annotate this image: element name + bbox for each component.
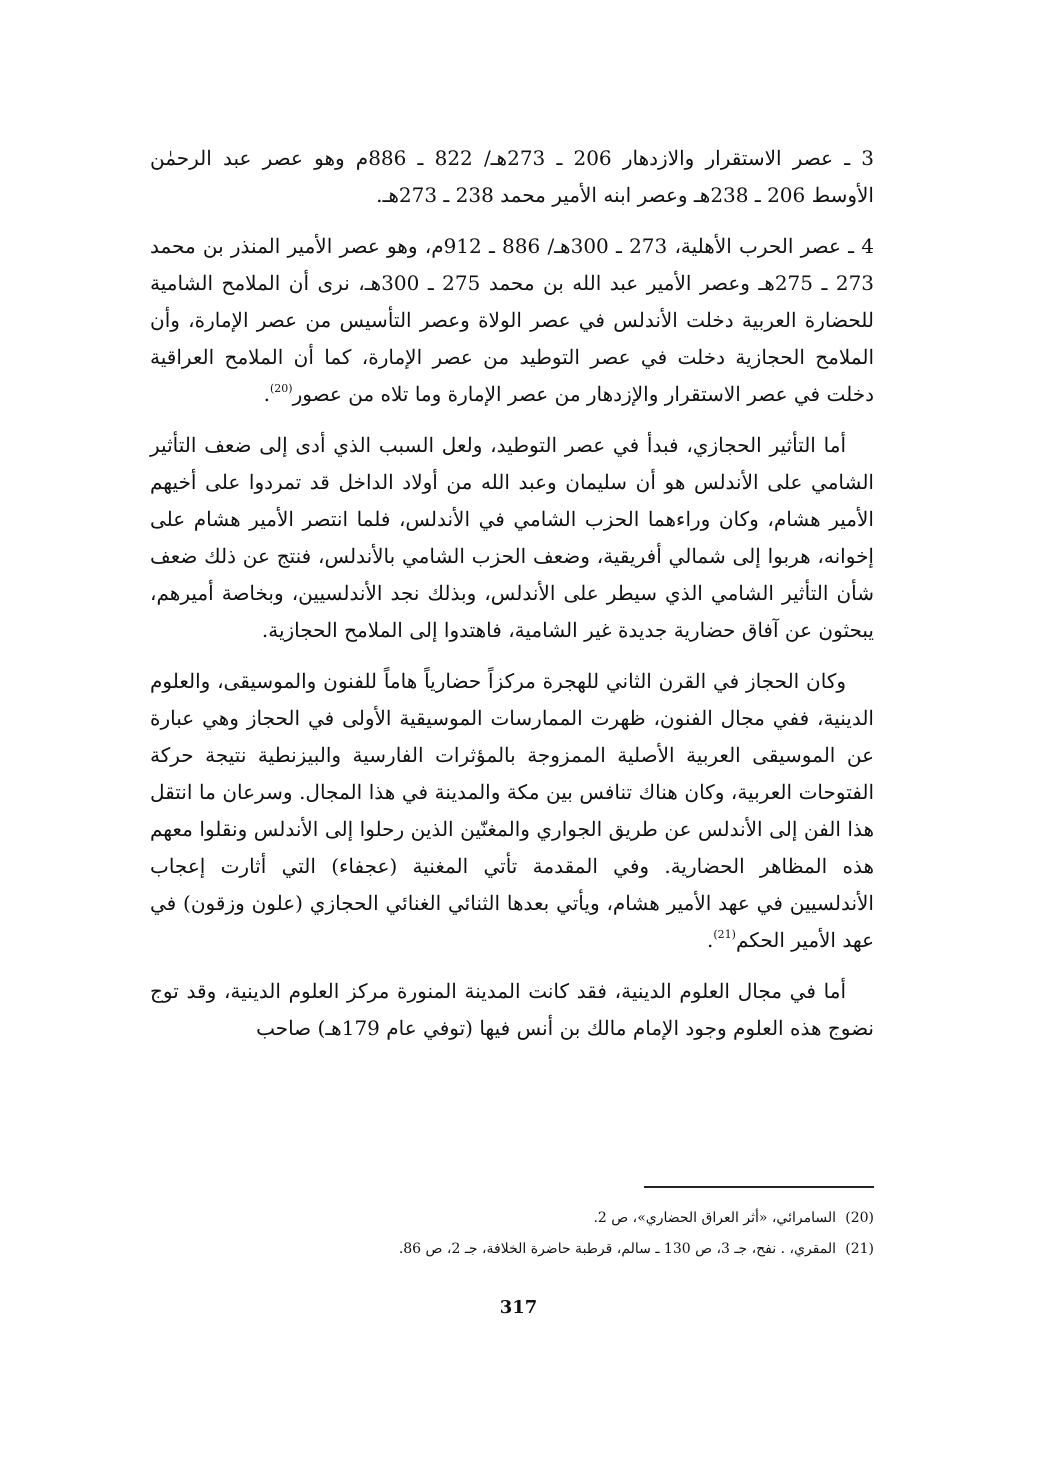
footnote-ref-21[interactable]: (21) xyxy=(713,928,736,941)
page-number: 317 xyxy=(499,1297,538,1318)
paragraph-4: وكان الحجاز في القرن الثاني للهجرة مركزاً حضارياً هاماً للفنون والموسيقى، والعلوم الدينية، ففي مجال الفنون، ظهرت الممارسات الموسيقية الأولى في الحجاز وهي عبارة عن الموسيقى العربية الأصلية الممزوجة بالمؤثرات الفارسية والبيزنطية نتيجة حركة الفتوحات العربية، وكان هناك تنافس بين مكة والمدينة في هذا المجال. وسرعان ما انتقل هذا الفن إلى الأندلس عن طريق الجواري والمغنّين الذين رحلوا إلى الأندلس ونقلوا معهم هذه المظاهر الحضارية. وفي المقدمة تأتي المغنية (عجفاء) التي أثارت إعجاب الأندلسيين في عهد الأمير هشام، ويأتي بعدها الثنائي الغنائي الحجازي (علون وزقون) في عهد الأمير الحكم$^{(21)}$. xyxy=(150,669,875,952)
footnotes xyxy=(174,1203,874,1265)
footnote-20: (20)السامرائي، «أثر العراق الحضاري»، ص 2. xyxy=(593,1210,874,1226)
page-body xyxy=(150,140,874,1061)
paragraph-1: 3 ـ عصر الاستقرار والازدهار 206 ـ 273هـ/ 822 ـ 886م وهو عصر عبد الرحمٰن الأوسط 206 ـ 238هـ وعصر ابنه الأمير محمد 238 ـ 273هـ. xyxy=(150,146,875,207)
paragraph-3: أما التأثير الحجازي، فبدأ في عصر التوطيد، ولعل السبب الذي أدى إلى ضعف التأثير الشامي على الأندلس هو أن سليمان وعبد الله من أولاد الداخل قد تمردوا على أخيهم الأمير هشام، وكان وراءهما الحزب الشامي في الأندلس، فلما انتصر الأمير هشام على إخوانه، هربوا إلى شمالي أفريقية، وضعف الحزب الشامي بالأندلس، فنتج عن ذلك ضعف شأن التأثير الشامي الذي سيطر على الأندلس، وبذلك نجد الأندلسيين، وبخاصة أميرهم، يبحثون عن آفاق حضارية جديدة غير الشامية، فاهتدوا إلى الملامح الحجازية. xyxy=(150,433,874,642)
footnote-ref-20[interactable]: (20) xyxy=(269,382,293,395)
footnote-21: (21)المقري، . نفح، جـ 3، ص 130 ـ سالم، قرطبة حاضرة الخلافة، جـ 2، ص 86. xyxy=(398,1241,874,1257)
paragraph-2: 4 ـ عصر الحرب الأهلية، 273 ـ 300هـ/ 886 ـ 912م، وهو عصر الأمير المنذر بن محمد 273 ـ 275هـ وعصر الأمير عبد الله بن محمد 275 ـ 300هـ، نرى أن الملامح الشامية للحضارة العربية دخلت الأندلس في عصر الولاة وعصر التأسيس من عصر الإمارة، وأن الملامح الحجازية دخلت في عصر التوطيد من عصر الإمارة، كما أن الملامح العراقية دخلت في عصر الاستقرار والإزدهار من عصر الإمارة وما تلاه من عصور$^{(20)}$. xyxy=(150,234,875,406)
footnote-separator xyxy=(644,1186,874,1188)
paragraph-5: أما في مجال العلوم الدينية، فقد كانت المدينة المنورة مركز العلوم الدينية، وقد توج نضوج هذه العلوم وجود الإمام مالك بن أنس فيها (توفي عام 179هـ) صاحب xyxy=(150,979,874,1040)
